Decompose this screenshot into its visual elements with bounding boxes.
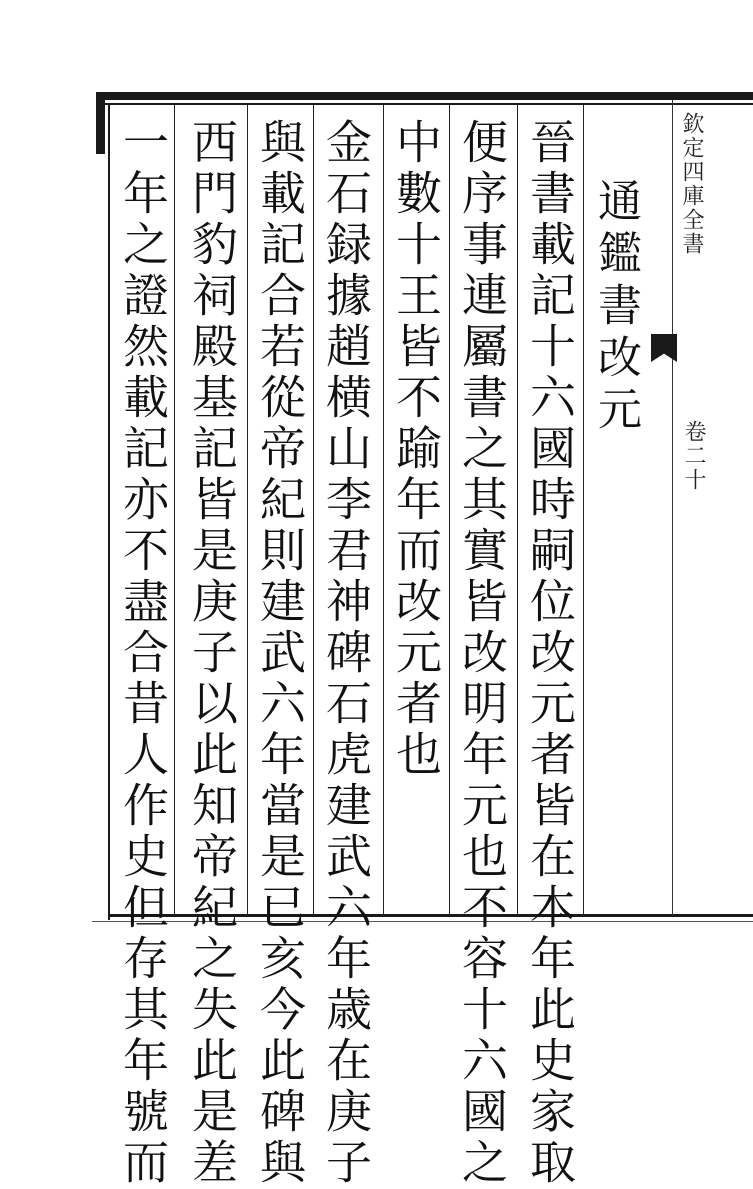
text-column: 與載記合若從帝紀則建武六年當是已亥今此碑與 [253,118,307,1189]
frame-left-border [108,105,110,920]
column-rule [313,105,314,915]
fishtail-mark-icon [651,334,677,362]
text-column: 便序事連屬書之其實皆改明年元也不容十六國之 [455,118,509,1189]
volume-number: 卷二十 [681,420,706,492]
column-rule [517,105,518,915]
text-column: 晉書載記十六國時嗣位改元者皆在本年此史家取 [523,118,577,1189]
column-rule [174,105,175,915]
text-column: 金石録據趙横山李君神碑石虎建武六年歳在庚子 [319,118,373,1189]
frame-top-border [96,92,753,100]
column-rule [449,105,450,915]
column-rule [247,105,248,915]
gutter-rule [672,100,673,915]
text-column: 西門豹祠殿基記皆是庚子以此知帝紀之失此是差 [185,118,239,1189]
text-column: 一年之證然載記亦不盡合昔人作史但存其年號而 [116,118,170,1189]
collection-title: 欽定四庫全書 [679,112,704,256]
column-rule [383,105,384,915]
text-column: 中數十王皆不踰年而改元者也 [389,118,443,781]
frame-top-inner-border [96,103,753,105]
column-rule [583,105,584,915]
section-title: 通鑑書改元 [590,178,641,438]
frame-left-corner [96,92,105,154]
